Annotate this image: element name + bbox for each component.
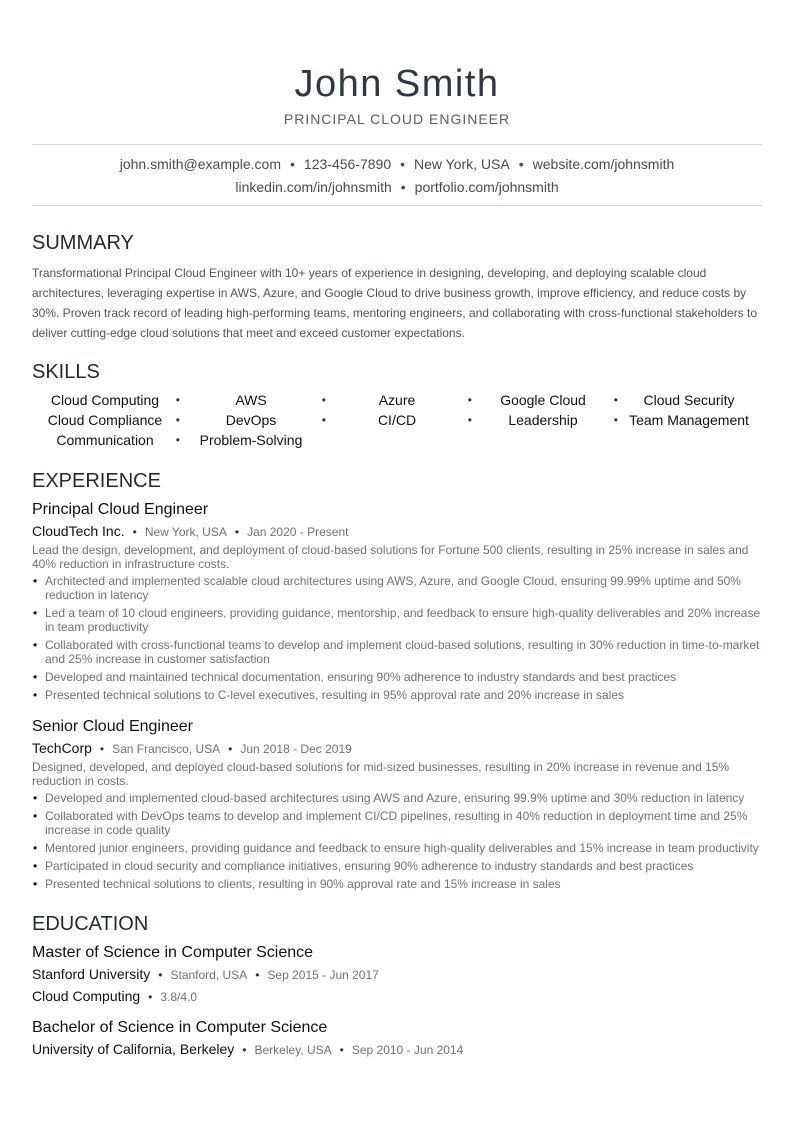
skill-label: Leadership bbox=[508, 412, 578, 428]
school-name: Stanford University bbox=[32, 966, 151, 982]
bullet-item: • Developed and maintained technical documentation, ensuring 90% adherence to industry standards and best practices bbox=[32, 670, 762, 684]
contact-block bbox=[32, 144, 762, 206]
skill-label: Problem-Solving bbox=[199, 432, 303, 448]
skills-grid bbox=[32, 390, 762, 450]
skill-item bbox=[175, 410, 326, 430]
separator-dot: • bbox=[132, 525, 137, 539]
bullet-item: • Architected and implemented scalable cloud architectures using AWS, Azure, and Google Cloud, ensuring 99.99% uptime and 50% reduction in latency bbox=[32, 574, 762, 602]
bullet-item: • Collaborated with cross-functional teams to develop and implement cloud-based solutions, resulting in 30% reduction in time-to-market and 25% increase in customer satisfaction bbox=[32, 638, 762, 666]
summary-text: Transformational Principal Cloud Engineer with 10+ years of experience in designing, developing, and deploying scalable cloud architectures, leveraging expertise in AWS, Azure, and Google Cloud to drive business growth, improve efficiency, and reduce costs by 30%. Proven track record of leading high-performing teams, mentoring engineers, and collaborating with cross-functional stakeholders to deliver cutting-edge cloud solutions that meet and exceed customer expectations. bbox=[32, 266, 758, 340]
education-section bbox=[32, 912, 762, 1060]
location-text: New York, USA bbox=[414, 156, 510, 172]
contact-line-2 bbox=[32, 176, 762, 199]
section-heading-summary: SUMMARY bbox=[32, 232, 134, 254]
company-name: TechCorp bbox=[32, 740, 92, 756]
job-description: Designed, developed, and deployed cloud-based solutions for mid-sized businesses, resulting in 20% increase in revenue and 15% reduction in costs. bbox=[32, 760, 730, 788]
job-meta bbox=[32, 739, 762, 759]
company-name: CloudTech Inc. bbox=[32, 523, 125, 539]
job-dates: Jun 2018 - Dec 2019 bbox=[240, 742, 352, 756]
separator-dot: • bbox=[613, 393, 618, 407]
skill-label: Cloud Security bbox=[643, 392, 735, 408]
separator-dot: • bbox=[321, 393, 326, 407]
school-location: Berkeley, USA bbox=[254, 1043, 332, 1057]
job-location: New York, USA bbox=[144, 525, 227, 539]
degree-entry bbox=[32, 1018, 762, 1060]
skill-label: Cloud Computing bbox=[50, 392, 160, 408]
portfolio-link[interactable]: portfolio.com/johnsmith bbox=[414, 179, 559, 195]
skill-item bbox=[321, 390, 472, 410]
section-heading-skills: SKILLS bbox=[32, 361, 100, 383]
separator-dot: • bbox=[148, 990, 153, 1004]
school-location: Stanford, USA bbox=[170, 968, 248, 982]
bullet-item: • Led a team of 10 cloud engineers, providing guidance, mentorship, and feedback to ensure high-quality deliverables and 20% increase in team productivity bbox=[32, 606, 762, 634]
degree-meta bbox=[32, 965, 762, 985]
skill-item bbox=[32, 390, 178, 410]
skill-label: DevOps bbox=[225, 412, 277, 428]
skill-item bbox=[32, 430, 178, 450]
skill-label: AWS bbox=[235, 392, 267, 408]
separator-dot: • bbox=[467, 413, 472, 427]
separator-dot: • bbox=[228, 742, 233, 756]
resume-header bbox=[32, 0, 762, 128]
job-meta bbox=[32, 522, 762, 542]
degree-dates: Sep 2010 - Jun 2014 bbox=[351, 1043, 464, 1057]
skill-item bbox=[321, 410, 472, 430]
experience-section bbox=[32, 469, 762, 891]
field-of-study: Cloud Computing bbox=[32, 988, 141, 1004]
separator-dot: • bbox=[339, 1043, 344, 1057]
separator-dot: • bbox=[400, 179, 406, 195]
degree-title: Bachelor of Science in Computer Science bbox=[32, 1019, 328, 1036]
skill-item bbox=[175, 430, 324, 450]
job-location: San Francisco, USA bbox=[112, 742, 221, 756]
degree-meta bbox=[32, 1040, 762, 1060]
job-entry bbox=[32, 500, 762, 702]
degree-dates: Sep 2015 - Jun 2017 bbox=[267, 968, 379, 982]
bullet-item: • Collaborated with DevOps teams to develop and implement CI/CD pipelines, resulting in 40% reduction in deployment time and 25% increase in code quality bbox=[32, 809, 762, 837]
skill-item bbox=[467, 390, 618, 410]
degree-entry bbox=[32, 943, 762, 1007]
candidate-title: PRINCIPAL CLOUD ENGINEER bbox=[283, 111, 511, 127]
degree-field-meta bbox=[32, 987, 762, 1007]
linkedin-link[interactable]: linkedin.com/in/johnsmith bbox=[235, 179, 392, 195]
separator-dot: • bbox=[158, 968, 163, 982]
bullet-item: • Participated in cloud security and compliance initiatives, ensuring 90% adherence to industry standards and best practices bbox=[32, 859, 762, 873]
separator-dot: • bbox=[234, 525, 240, 539]
job-title: Senior Cloud Engineer bbox=[32, 718, 193, 735]
separator-dot: • bbox=[255, 968, 260, 982]
job-entry bbox=[32, 717, 762, 891]
skill-label: Team Management bbox=[629, 412, 749, 428]
skill-item bbox=[175, 390, 326, 410]
job-dates: Jan 2020 - Present bbox=[247, 525, 349, 539]
separator-dot: • bbox=[175, 413, 180, 427]
separator-dot: • bbox=[99, 742, 105, 756]
degree-title: Master of Science in Computer Science bbox=[32, 944, 314, 961]
bullet-item: • Presented technical solutions to clients, resulting in 90% approval rate and 15% increase in sales bbox=[32, 877, 762, 891]
phone-text: 123-456-7890 bbox=[303, 156, 392, 172]
separator-dot: • bbox=[613, 413, 618, 427]
email-link[interactable]: john.smith@example.com bbox=[119, 156, 282, 172]
job-bullets bbox=[32, 791, 762, 891]
separator-dot: • bbox=[518, 156, 524, 172]
separator-dot: • bbox=[467, 393, 472, 407]
section-heading-experience: EXPERIENCE bbox=[32, 470, 161, 492]
skill-item bbox=[613, 410, 762, 430]
skill-label: CI/CD bbox=[377, 412, 417, 428]
skill-item bbox=[467, 410, 618, 430]
summary-section bbox=[32, 231, 762, 343]
bullet-item: • Developed and implemented cloud-based architectures using AWS and Azure, ensuring 99.9% uptime and 30% reduction in latency bbox=[32, 791, 762, 805]
skill-label: Google Cloud bbox=[500, 392, 586, 408]
separator-dot: • bbox=[321, 413, 326, 427]
candidate-name: John Smith bbox=[294, 63, 500, 105]
separator-dot: • bbox=[290, 156, 295, 172]
website-link[interactable]: website.com/johnsmith bbox=[532, 156, 675, 172]
section-heading-education: EDUCATION bbox=[32, 913, 149, 935]
separator-dot: • bbox=[242, 1043, 247, 1057]
skill-item bbox=[613, 390, 762, 410]
contact-line-1 bbox=[32, 153, 762, 176]
gpa-value: 3.8/4.0 bbox=[160, 990, 198, 1004]
job-description: Lead the design, development, and deployment of cloud-based solutions for Fortune 500 clients, resulting in 25% increase in sales and 40% reduction in infrastructure costs. bbox=[32, 543, 749, 571]
separator-dot: • bbox=[400, 156, 406, 172]
skill-label: Communication bbox=[56, 432, 154, 448]
job-bullets bbox=[32, 574, 762, 702]
skills-section bbox=[32, 360, 762, 450]
skill-item bbox=[32, 410, 178, 430]
separator-dot: • bbox=[175, 433, 180, 447]
skill-label: Azure bbox=[378, 392, 416, 408]
bullet-item: • Presented technical solutions to C-level executives, resulting in 95% approval rate and 20% increase in sales bbox=[32, 688, 762, 702]
skill-label: Cloud Compliance bbox=[47, 412, 163, 428]
school-name: University of California, Berkeley bbox=[32, 1041, 235, 1057]
separator-dot: • bbox=[175, 393, 180, 407]
job-title: Principal Cloud Engineer bbox=[32, 501, 209, 518]
bullet-item: • Mentored junior engineers, providing guidance and feedback to ensure high-quality deliverables and 15% increase in team productivity bbox=[32, 841, 762, 855]
